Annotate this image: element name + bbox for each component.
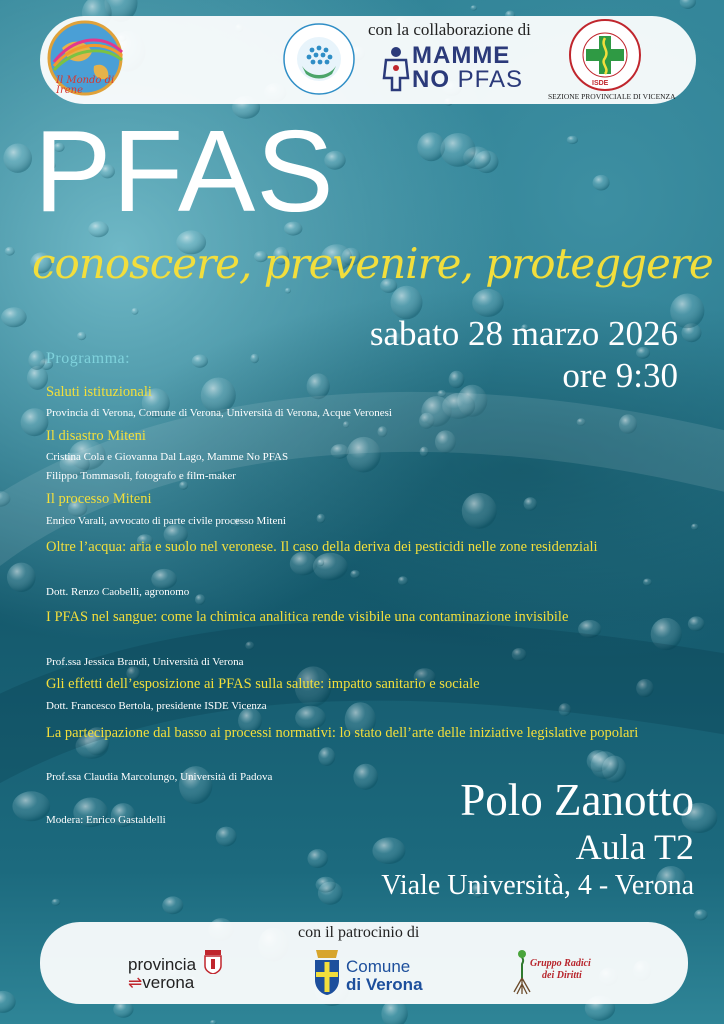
water-drop — [250, 354, 259, 364]
water-drop — [694, 909, 707, 920]
water-drop — [28, 350, 45, 370]
program-item-speakers: Dott. Renzo Caobelli, agronomo — [46, 586, 190, 598]
water-drop — [316, 877, 336, 893]
isde-abbrev: ISDE — [592, 80, 609, 87]
water-drop — [462, 493, 497, 529]
water-drop — [680, 0, 696, 9]
provincia-verona-logo — [128, 956, 196, 992]
program-item-speakers: Enrico Varali, avvocato di parte civile processo Miteni — [46, 515, 286, 527]
water-drop-hands-icon — [282, 22, 356, 96]
water-drop — [52, 899, 61, 906]
water-drop — [195, 594, 205, 605]
water-drop — [449, 371, 465, 389]
isde-caption: SEZIONE PROVINCIALE DI VICENZA — [548, 92, 676, 101]
program-item-title: Il processo Miteni — [46, 491, 152, 507]
program-item-speakers: Dott. Francesco Bertola, presidente ISDE Vicenza — [46, 700, 267, 712]
il-mondo-di-irene-text: Il Mondo di Irene — [56, 75, 115, 96]
water-drop — [210, 1020, 216, 1024]
patrocinio-label: con il patrocinio di — [298, 924, 420, 941]
venue-room: Aula T2 — [575, 827, 694, 867]
arrow-icon: ⇌ — [128, 973, 143, 992]
water-drop — [440, 133, 475, 167]
program-item-speakers: Prof.ssa Claudia Marcolungo, Università di Padova — [46, 771, 273, 783]
program-item-title: Saluti istituzionali — [46, 384, 152, 400]
mamme-text: MAMME — [412, 42, 511, 69]
comune-di-verona-logo — [346, 958, 423, 994]
rete-zero-pfas-logo — [282, 22, 356, 96]
water-drop — [179, 481, 188, 489]
comune-text: Comune — [346, 957, 411, 976]
water-drop — [472, 289, 504, 317]
program-item-speakers: Filippo Tommasoli, fotografo e film-maker — [46, 470, 236, 482]
provincia-text: provincia — [128, 955, 197, 974]
water-drop — [317, 514, 326, 523]
venue-address: Viale Università, 4 - Verona — [381, 870, 694, 901]
water-drop — [524, 497, 537, 510]
water-drop — [308, 849, 328, 868]
no-pfas-text — [412, 66, 523, 94]
moderator: Modera: Enrico Gastaldelli — [46, 814, 166, 826]
mamme-no-pfas-figure-icon — [378, 44, 414, 92]
water-drop — [7, 563, 36, 592]
dei-diritti-text: dei Diritti — [542, 970, 582, 981]
water-drop — [12, 791, 50, 821]
event-date: sabato 28 marzo 2026 — [369, 314, 678, 353]
water-drop — [350, 570, 360, 578]
pfas-logo-text: PFAS — [457, 66, 524, 93]
program-item-title: Il disastro Miteni — [46, 428, 146, 444]
program-item-speakers: Provincia di Verona, Comune di Verona, Università di Verona, Acque Veronesi — [46, 407, 392, 419]
provincia-verona-text — [128, 974, 196, 992]
water-drop — [216, 827, 237, 847]
water-drop — [593, 175, 610, 191]
water-drop — [0, 991, 16, 1013]
water-drop — [192, 355, 208, 368]
comune-crest-icon — [312, 948, 342, 996]
program-item-title: Gli effetti dell’esposizione ai PFAS sulla salute: impatto sanitario e sociale — [46, 676, 480, 692]
venue-name: Polo Zanotto — [460, 775, 694, 825]
verona-text: verona — [142, 973, 195, 992]
water-drop — [131, 308, 138, 315]
provincia-crest-icon — [204, 950, 222, 974]
water-drop — [372, 837, 405, 864]
water-drop — [3, 144, 32, 173]
il-mondo-di-irene-logo — [42, 18, 128, 104]
water-drop — [77, 332, 86, 340]
water-drop — [162, 896, 183, 914]
water-drop — [398, 576, 408, 585]
water-drop — [471, 5, 478, 10]
water-drop — [5, 247, 15, 256]
water-drop — [1, 307, 27, 327]
water-drop — [318, 559, 325, 566]
water-drop — [691, 524, 698, 530]
program-item-speakers: Cristina Cola e Giovanna Dal Lago, Mamme No PFAS — [46, 451, 289, 463]
programma-heading: Programma: — [46, 350, 131, 367]
gruppo-radici-text: Gruppo Radici — [530, 958, 591, 969]
collaboration-label: con la collaborazione di — [368, 20, 531, 39]
no-text: NO — [412, 66, 450, 93]
event-time: ore 9:30 — [562, 356, 678, 395]
main-title: PFAS — [34, 106, 335, 236]
program-item-title: I PFAS nel sangue: come la chimica analitica rende visibile una contaminazione invisibile — [46, 609, 569, 625]
water-drop — [21, 408, 49, 436]
program-item-title: La partecipazione dal basso ai processi normativi: lo stato dell’arte delle iniziative legislative popolari — [46, 725, 639, 741]
program-item-speakers: Prof.ssa Jessica Brandi, Università di Verona — [46, 656, 244, 668]
di-verona-text: di Verona — [346, 975, 423, 994]
water-drop — [353, 764, 378, 790]
water-drop — [688, 616, 705, 631]
subtitle: conoscere, prevenire, proteggere — [32, 239, 713, 288]
water-drop — [643, 579, 652, 586]
water-drop — [318, 747, 335, 766]
gruppo-radici-logo — [530, 958, 591, 982]
program-item-title: Oltre l’acqua: aria e suolo nel veronese. Il caso della deriva dei pesticidi nelle zone residenziali — [46, 539, 598, 555]
water-drop — [567, 136, 578, 144]
